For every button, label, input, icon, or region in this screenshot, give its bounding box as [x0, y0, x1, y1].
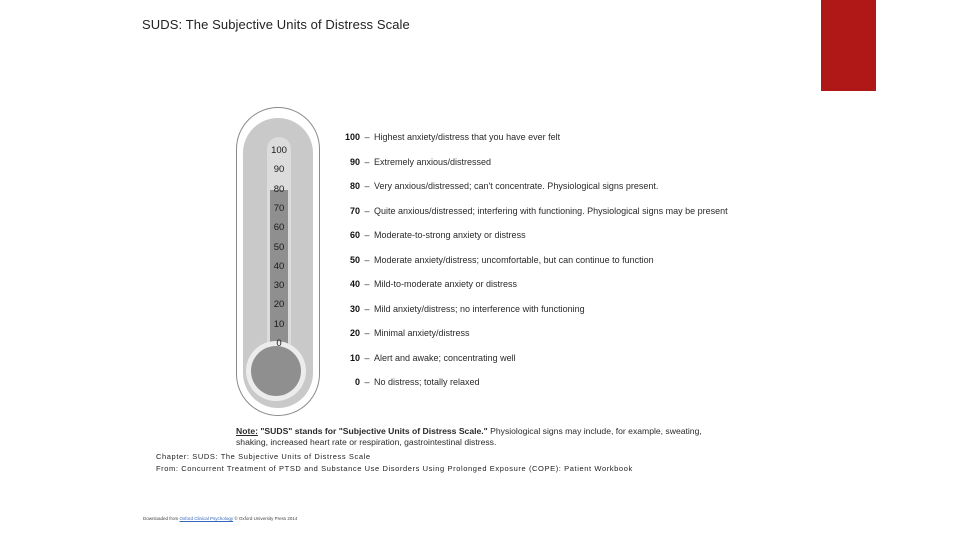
scale-description: Highest anxiety/distress that you have ever felt [374, 132, 561, 142]
footer-prefix: Downloaded from [143, 516, 179, 521]
thermometer-label-100: 100 [271, 145, 287, 156]
thermometer-label-90: 90 [273, 164, 285, 176]
scale-item-80 [336, 180, 776, 194]
scale-separator: – [364, 352, 370, 363]
caption-chapter: Chapter: SUDS: The Subjective Units of Distress Scale [156, 452, 371, 461]
scale-separator: – [364, 181, 370, 191]
scale-value: 0 [354, 377, 360, 387]
scale-value: 60 [349, 230, 360, 240]
scale-description: Moderate-to-strong anxiety or distress [374, 230, 526, 240]
scale-description: No distress; totally relaxed [374, 377, 480, 387]
thermometer-label-10: 10 [273, 318, 285, 330]
footer-source-link[interactable]: Oxford Clinical Psychology [179, 516, 234, 521]
scale-description: Moderate anxiety/distress; uncomfortable, but can continue to function [374, 254, 654, 265]
accent-bar [821, 0, 876, 91]
scale-separator: – [364, 254, 370, 265]
scale-note [236, 426, 736, 447]
scale-value: 20 [349, 328, 360, 338]
caption-source: From: Concurrent Treatment of PTSD and Substance Use Disorders Using Prolonged Exposure (COPE): Patient Workbook [156, 464, 633, 473]
scale-separator: – [364, 303, 370, 314]
scale-item-30 [336, 303, 776, 317]
scale-item-0 [336, 376, 776, 390]
footer-copyright: © Oxford University Press 2014 [234, 516, 298, 521]
scale-value: 70 [349, 205, 360, 216]
note-text: Physiological signs may include, for example, sweating, shaking, increased heart rate or respiration, gastrointestinal distress. [236, 426, 702, 447]
scale-separator: – [364, 205, 370, 216]
scale-description: Quite anxious/distressed; interfering with functioning. Physiological signs may be present [374, 205, 728, 216]
scale-value: 30 [349, 303, 360, 314]
scale-item-20 [336, 327, 776, 341]
scale-value: 40 [349, 279, 360, 289]
scale-item-10 [336, 352, 776, 366]
scale-separator: – [364, 279, 370, 289]
scale-item-70 [336, 205, 776, 219]
scale-separator: – [364, 132, 370, 142]
note-term: "SUDS" stands for "Subjective Units of Distress Scale." [260, 426, 488, 436]
scale-value: 80 [349, 181, 360, 191]
thermometer-label-60: 60 [273, 222, 285, 234]
scale-item-50 [336, 254, 776, 268]
scale-separator: – [364, 156, 370, 167]
scale-separator: – [364, 230, 370, 240]
thermometer-label-40: 40 [273, 260, 285, 272]
scale-description: Minimal anxiety/distress [374, 328, 470, 338]
thermometer-label-30: 30 [273, 280, 285, 292]
thermometer-label-70: 70 [273, 202, 285, 214]
scale-value: 100 [344, 132, 360, 142]
thermometer-label-0: 0 [276, 338, 282, 349]
scale-item-40 [336, 278, 776, 292]
thermometer-bulb [251, 346, 301, 396]
thermometer-label-50: 50 [273, 241, 285, 253]
scale-description: Very anxious/distressed; can't concentrate. Physiological signs present. [374, 181, 659, 191]
note-label: Note: [236, 426, 258, 436]
scale-description: Alert and awake; concentrating well [374, 352, 516, 363]
scale-description: Mild-to-moderate anxiety or distress [374, 279, 518, 289]
thermometer-label-80: 80 [273, 183, 285, 195]
slide-title: SUDS: The Subjective Units of Distress Scale [142, 17, 410, 32]
scale-value: 50 [349, 254, 360, 265]
scale-description: Extremely anxious/distressed [374, 156, 492, 167]
scale-separator: – [364, 377, 370, 387]
footer [143, 516, 297, 521]
scale-item-60 [336, 229, 776, 243]
thermometer-label-20: 20 [273, 299, 285, 311]
scale-value: 90 [349, 156, 360, 167]
scale-item-100 [336, 131, 776, 145]
scale-value: 10 [349, 352, 360, 363]
scale-separator: – [364, 328, 370, 338]
scale-description: Mild anxiety/distress; no interference with functioning [374, 303, 585, 314]
scale-item-90 [336, 156, 776, 170]
